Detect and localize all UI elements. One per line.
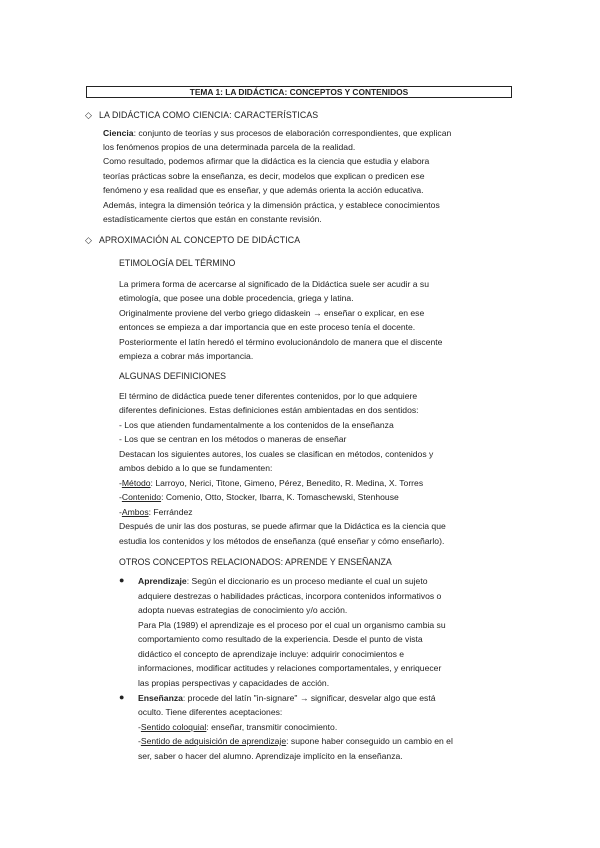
text-line: diferentes definiciones. Estas definiciones están ambientadas en dos sentidos:: [119, 405, 419, 415]
text-line: teorías prácticas sobre la enseñanza, es decir, modelos que explican o predicen ese: [103, 171, 425, 181]
text-line: ambos debido a lo que se fundamenten:: [119, 463, 273, 473]
subheading-otros-conceptos: OTROS CONCEPTOS RELACIONADOS: APRENDE Y ENSEÑANZA: [119, 557, 392, 567]
text-line: fenómeno y esa realidad que es enseñar, y que además orienta la acción educativa.: [103, 185, 424, 195]
bullet-icon: ●: [119, 692, 125, 702]
text-line-ensenanza: Enseñanza: procede del latín "in-signare" → significar, desvelar algo que está: [138, 693, 436, 703]
text-line: Después de unir las dos posturas, se puede afirmar que la Didáctica es la ciencia que: [119, 521, 446, 531]
text-line: adopta nuevas estrategias de conocimiento y/o acción.: [138, 605, 348, 615]
text-line: estadísticamente ciertos que están en constante revisión.: [103, 214, 322, 224]
text-line: etimología, que posee una doble procedencia, griega y latina.: [119, 293, 354, 303]
subheading-definiciones: ALGUNAS DEFINICIONES: [119, 371, 227, 381]
text-line: Además, integra la dimensión teórica y la dimensión práctica, y establece conocimientos: [103, 200, 440, 210]
text-line: los fenómenos propios de una determinada parcela de la realidad.: [103, 142, 356, 152]
section-heading-ciencia: ◇ LA DIDÁCTICA COMO CIENCIA: CARACTERÍSTICAS: [85, 110, 319, 120]
text-line: didáctico el concepto de aprendizaje incluye: adquirir conocimientos e: [138, 649, 405, 659]
text-line: comportamiento como resultado de la experiencia. Desde el punto de vista: [138, 634, 423, 644]
text-line: Para Pla (1989) el aprendizaje es el proceso por el cual un organismo cambia su: [138, 620, 446, 630]
text-line: ser, saber o hacer del alumno. Aprendizaje implícito en la enseñanza.: [138, 751, 403, 761]
text-line: Posteriormente el latín heredó el término evolucionándolo de manera que el discente: [119, 337, 443, 347]
text-line: Ciencia: conjunto de teorías y sus procesos de elaboración correspondientes, que explican: [103, 128, 452, 138]
text-line: adquiere destrezas o habilidades prácticas, incorpora contenidos informativos o: [138, 591, 442, 601]
diamond-bullet-icon: ◇: [85, 235, 93, 245]
text-line-adquisicion: -Sentido de adquisición de aprendizaje: supone haber conseguido un cambio en el: [138, 736, 453, 746]
text-line-metodo: -Método: Larroyo, Nerici, Titone, Gimeno, Pérez, Benedito, R. Medina, X. Torres: [119, 478, 424, 488]
diamond-bullet-icon: ◇: [85, 110, 93, 120]
text-line-aprendizaje: Aprendizaje: Según el diccionario es un proceso mediante el cual un sujeto: [138, 576, 428, 586]
bullet-icon: ●: [119, 575, 125, 585]
text-line: La primera forma de acercarse al significado de la Didáctica suele ser acudir a su: [119, 279, 430, 289]
section-heading-aproximacion: ◇ APROXIMACIÓN AL CONCEPTO DE DIDÁCTICA: [85, 235, 301, 245]
text-line: entonces se empieza a dar importancia que en este proceso tenía el docente.: [119, 322, 416, 332]
text-line: - Los que atienden fundamentalmente a los contenidos de la enseñanza: [119, 420, 394, 430]
text-line: oculto. Tiene diferentes aceptaciones:: [138, 707, 283, 717]
subheading-etimologia: ETIMOLOGÍA DEL TÉRMINO: [119, 258, 236, 268]
text-line: Como resultado, podemos afirmar que la didáctica es la ciencia que estudia y elabora: [103, 156, 430, 166]
text-line-contenido: -Contenido: Comenio, Otto, Stocker, Ibarra, K. Tomaschewski, Stenhouse: [119, 492, 399, 502]
text-line: Destacan los siguientes autores, los cuales se clasifican en métodos, contenidos y: [119, 449, 434, 459]
text-line: El término de didáctica puede tener diferentes contenidos, por lo que adquiere: [119, 391, 418, 401]
text-line-coloquial: -Sentido coloquial: enseñar, transmitir conocimiento.: [138, 722, 338, 732]
page-title: TEMA 1: LA DIDÁCTICA: CONCEPTOS Y CONTENIDOS: [86, 86, 512, 98]
text-line-ambos: -Ambos: Ferrández: [119, 507, 193, 517]
text-line: estudia los contenidos y los métodos de enseñanza (qué enseñar y cómo enseñarlo).: [119, 536, 445, 546]
text-line: informaciones, modificar actitudes y relaciones comportamentales, y enriquecer: [138, 663, 442, 673]
text-line: empieza a cobrar más importancia.: [119, 351, 254, 361]
text-line: - Los que se centran en los métodos o maneras de enseñar: [119, 434, 347, 444]
text-line: Originalmente proviene del verbo griego didaskein → enseñar o explicar, en ese: [119, 308, 425, 318]
text-line: las propias perspectivas y capacidades de acción.: [138, 678, 330, 688]
